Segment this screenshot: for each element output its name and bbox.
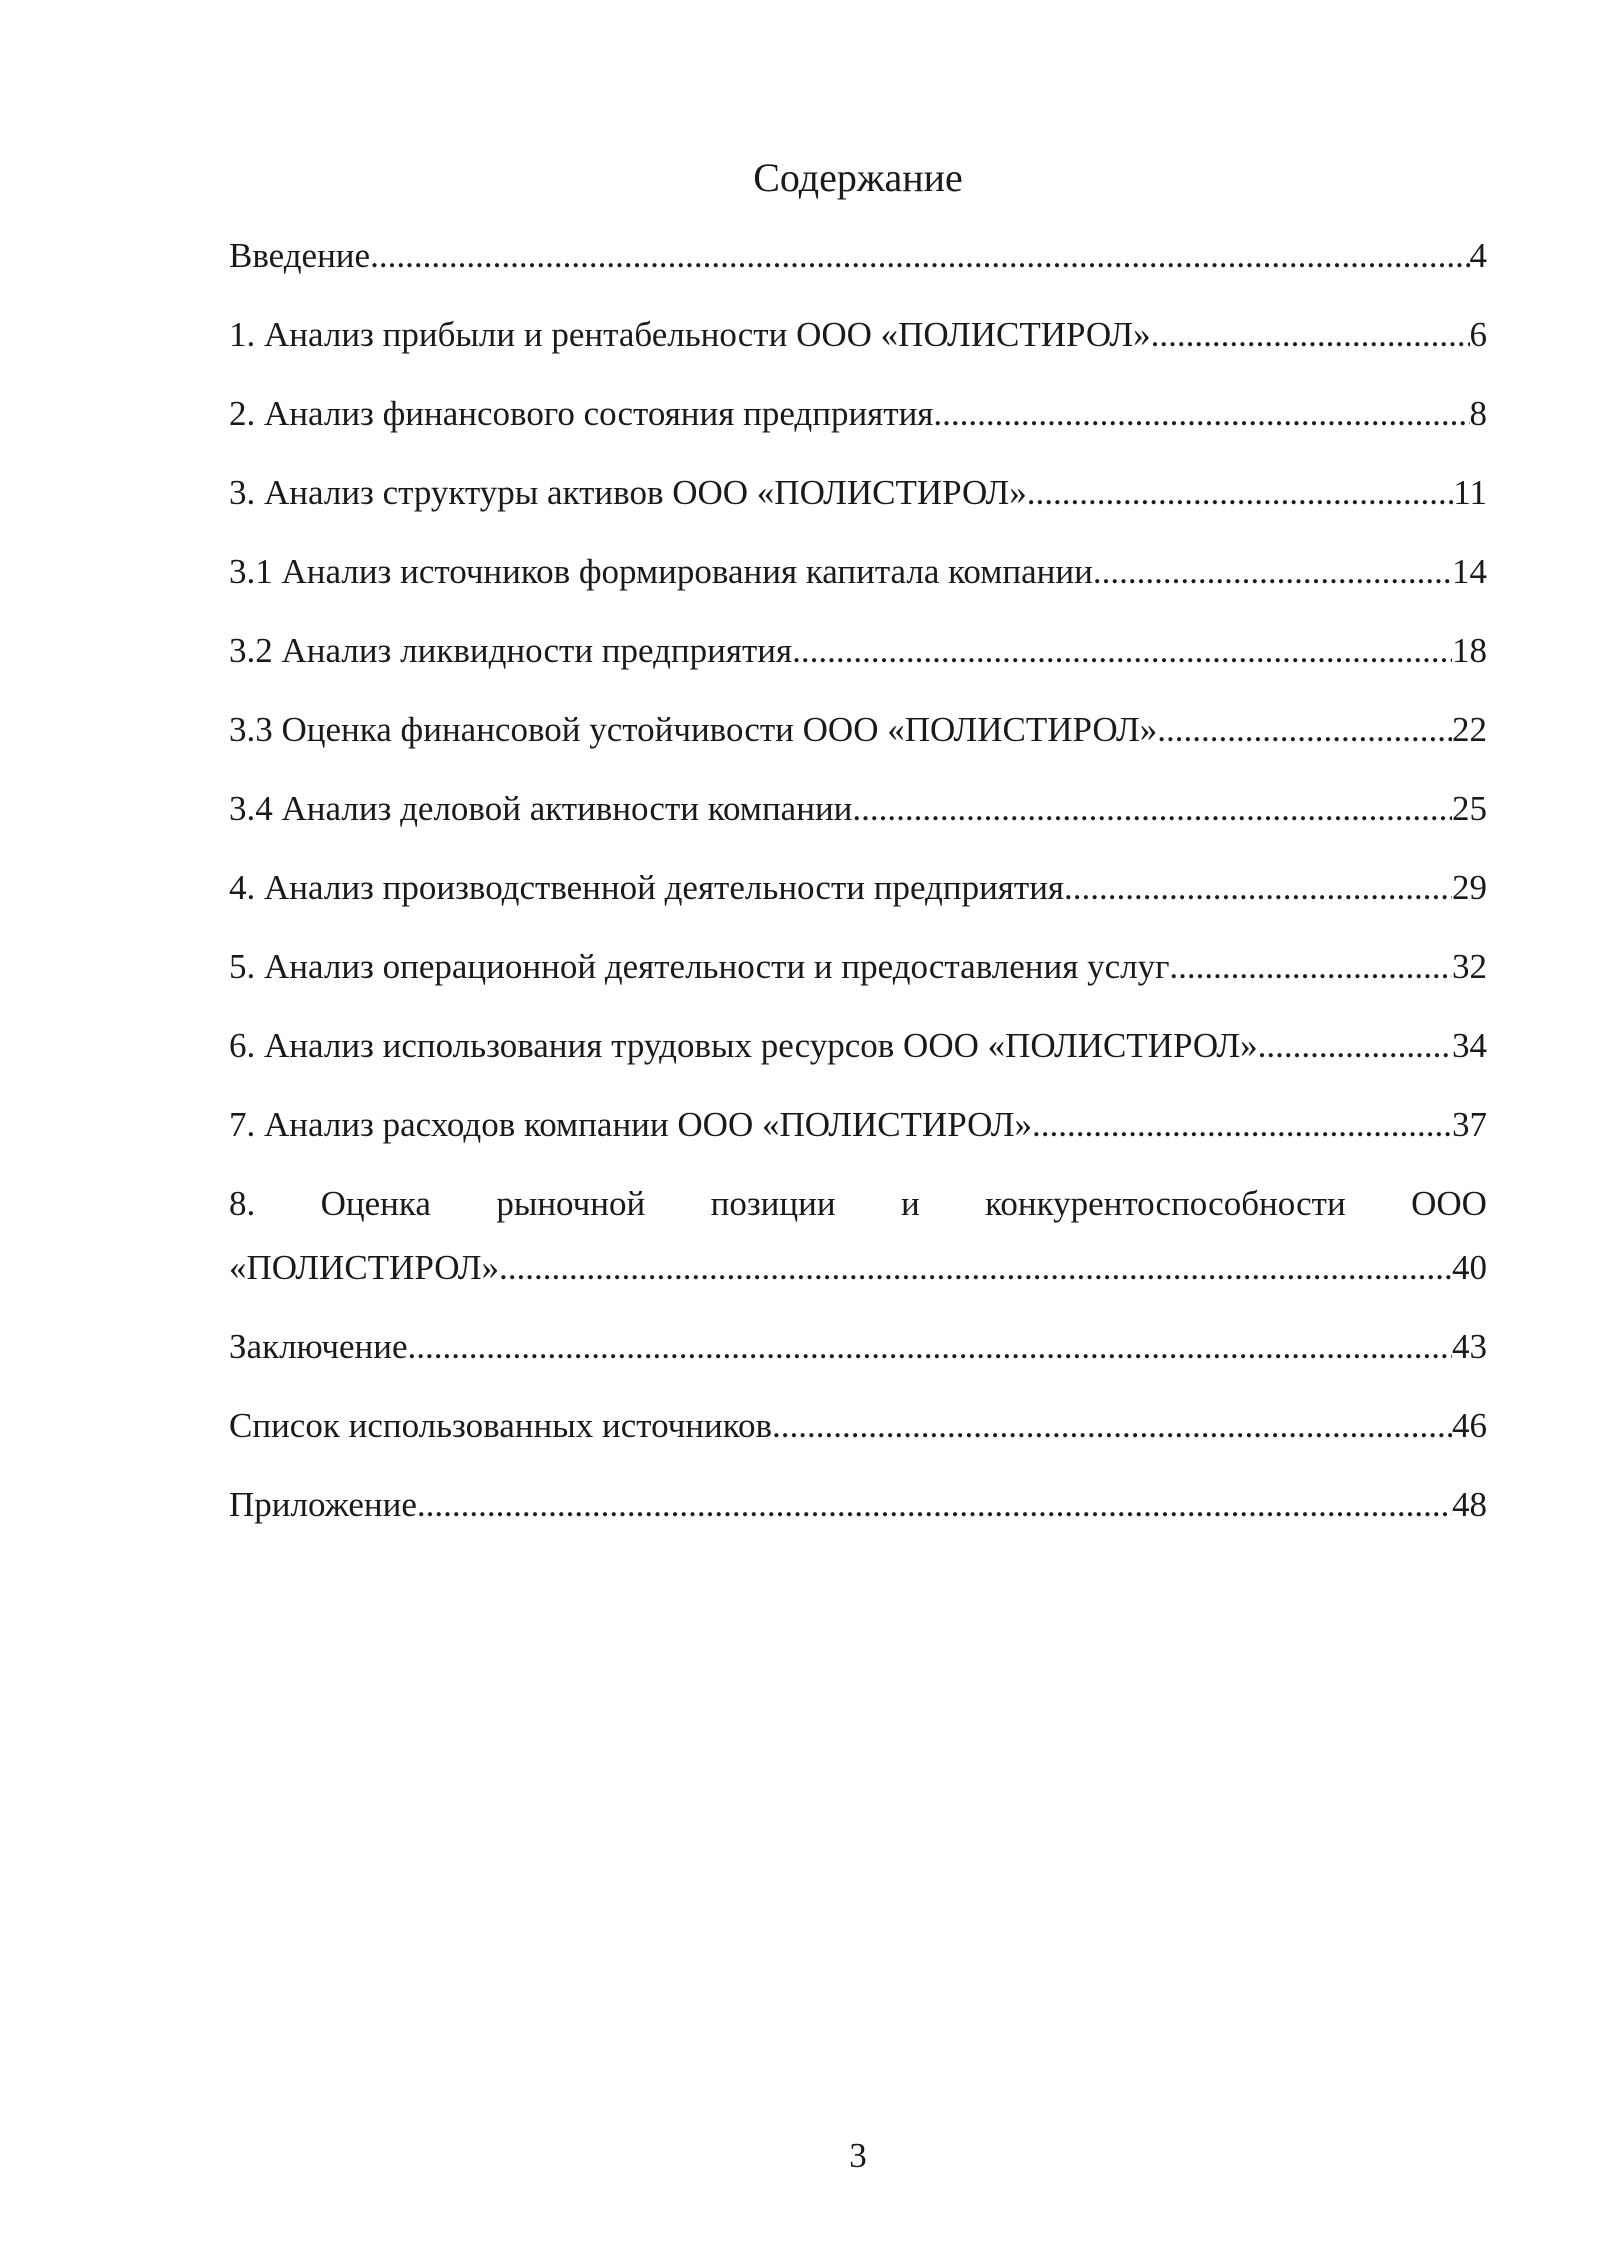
toc-entry-section-8[interactable] <box>229 1172 1487 1300</box>
dot-leader <box>933 382 1469 446</box>
toc-word: ООО <box>1411 1184 1487 1223</box>
dot-leader <box>1027 461 1454 525</box>
toc-entry-page: 25 <box>1452 789 1487 828</box>
dot-leader <box>792 619 1452 683</box>
toc-entry-page: 46 <box>1452 1406 1487 1445</box>
toc-entry-section-2[interactable] <box>229 382 1487 446</box>
toc-entry-page: 43 <box>1452 1327 1487 1366</box>
toc-entry-introduction[interactable] <box>229 224 1487 288</box>
toc-word: Оценка <box>320 1184 431 1223</box>
toc-entry-label: 4. Анализ производственной деятельности предприятия <box>229 868 1065 907</box>
toc-entry-page: 34 <box>1452 1026 1487 1065</box>
dot-leader <box>1032 1093 1452 1157</box>
toc-entry-section-3-2[interactable] <box>229 619 1487 683</box>
toc-entry-section-4[interactable] <box>229 856 1487 920</box>
toc-entry-label: 6. Анализ использования трудовых ресурсов ООО «ПОЛИСТИРОЛ» <box>229 1026 1258 1065</box>
toc-entry-label: 7. Анализ расходов компании ООО «ПОЛИСТИРОЛ» <box>229 1105 1032 1144</box>
toc-entry-section-6[interactable] <box>229 1014 1487 1078</box>
toc-entry-label-line1 <box>229 1172 1487 1236</box>
toc-entry-page: 32 <box>1452 947 1487 986</box>
dot-leader <box>1093 540 1452 604</box>
toc-entry-section-3-3[interactable] <box>229 698 1487 762</box>
toc-entry-section-5[interactable] <box>229 935 1487 999</box>
table-of-contents <box>229 224 1487 1552</box>
toc-entry-label: 2. Анализ финансового состояния предприятия <box>229 394 934 433</box>
toc-word: конкурентоспособности <box>985 1184 1346 1223</box>
toc-entry-label: Список использованных источников <box>229 1406 773 1445</box>
toc-entry-label: Введение <box>229 236 371 275</box>
toc-entry-page: 29 <box>1452 868 1487 907</box>
toc-entry-label: 5. Анализ операционной деятельности и предоставления услуг <box>229 947 1170 986</box>
dot-leader <box>1151 303 1470 367</box>
toc-word: рыночной <box>496 1184 646 1223</box>
toc-entry-page: 22 <box>1452 710 1487 749</box>
toc-word: и <box>900 1184 920 1223</box>
dot-leader <box>852 777 1452 841</box>
dot-leader <box>1064 856 1452 920</box>
toc-entry-page: 6 <box>1469 315 1487 354</box>
toc-entry-label: «ПОЛИСТИРОЛ» <box>229 1248 499 1287</box>
dot-leader <box>499 1236 1452 1300</box>
toc-entry-section-1[interactable] <box>229 303 1487 367</box>
page-number: 3 <box>849 2136 867 2175</box>
dot-leader <box>1157 698 1452 762</box>
toc-entry-label: 3.4 Анализ деловой активности компании <box>229 789 853 828</box>
dot-leader <box>408 1315 1453 1379</box>
toc-entry-section-3[interactable] <box>229 461 1487 525</box>
toc-entry-page: 48 <box>1452 1485 1487 1524</box>
toc-entry-label: 3. Анализ структуры активов ООО «ПОЛИСТИРОЛ» <box>229 473 1027 512</box>
toc-entry-page: 18 <box>1452 631 1487 670</box>
toc-entry-conclusion[interactable] <box>229 1315 1487 1379</box>
toc-entry-page: 8 <box>1469 394 1487 433</box>
toc-entry-page: 11 <box>1453 473 1487 512</box>
toc-entry-section-3-4[interactable] <box>229 777 1487 841</box>
toc-entry-references[interactable] <box>229 1394 1487 1458</box>
toc-entry-page: 14 <box>1452 552 1487 591</box>
toc-entry-label: 3.2 Анализ ликвидности предприятия <box>229 631 793 670</box>
toc-word: позиции <box>710 1184 836 1223</box>
toc-entry-section-3-1[interactable] <box>229 540 1487 604</box>
dot-leader <box>1169 935 1452 999</box>
dot-leader <box>772 1394 1452 1458</box>
toc-entry-label: 1. Анализ прибыли и рентабельности ООО «ПОЛИСТИРОЛ» <box>229 315 1151 354</box>
toc-entry-label-line2 <box>229 1236 1487 1300</box>
dot-leader <box>1258 1014 1452 1078</box>
dot-leader <box>370 224 1469 288</box>
toc-entry-label: Приложение <box>229 1485 417 1524</box>
toc-entry-label: 3.3 Оценка финансовой устойчивости ООО «ПОЛИСТИРОЛ» <box>229 710 1158 749</box>
toc-word: 8. <box>229 1184 256 1223</box>
dot-leader <box>417 1473 1452 1537</box>
toc-entry-page: 4 <box>1469 236 1487 275</box>
toc-title: Содержание <box>753 155 963 200</box>
toc-entry-appendix[interactable] <box>229 1473 1487 1537</box>
toc-entry-page: 40 <box>1452 1248 1487 1287</box>
toc-entry-section-7[interactable] <box>229 1093 1487 1157</box>
toc-entry-label: Заключение <box>229 1327 408 1366</box>
toc-entry-label: 3.1 Анализ источников формирования капитала компании <box>229 552 1093 591</box>
toc-entry-page: 37 <box>1452 1105 1487 1144</box>
